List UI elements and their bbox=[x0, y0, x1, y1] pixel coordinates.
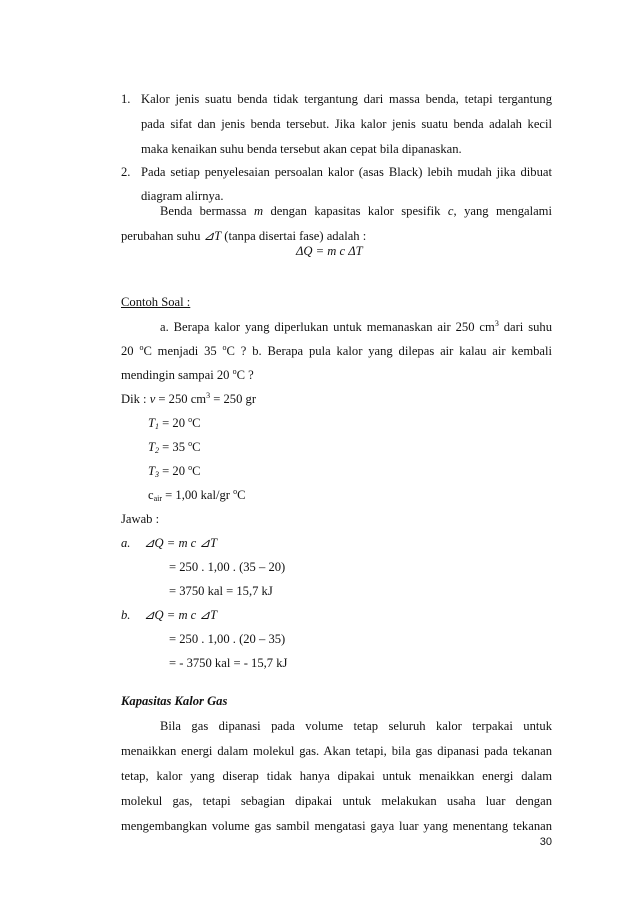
intro-line-2: perubahan suhu ⊿T (tanpa disertai fase) adalah : bbox=[121, 229, 367, 243]
section-heading: Kapasitas Kalor Gas bbox=[121, 694, 228, 708]
known-t1: $T_1 = 20$ $^o$C bbox=[148, 415, 201, 431]
gas-paragraph-line-4: molekul gas, tetapi sebagian dipakai untuk melakukan usaha luar dengan bbox=[121, 794, 552, 808]
example-heading: Contoh Soal : bbox=[121, 295, 191, 309]
list-item-2-line-1: Pada setiap penyelesaian persoalan kalor (asas Black) lebih mudah jika dibuat bbox=[141, 165, 552, 179]
list-item-1-line-3: maka kenaikan suhu benda tersebut akan cepat bila dipanaskan. bbox=[141, 142, 462, 156]
intro-line-1: Benda bermassa m dengan kapasitas kalor spesifik c, yang mengalami bbox=[160, 204, 552, 218]
example-question-line-1: a. Berapa kalor yang diperlukan untuk memanaskan air 250 $cm^3$ dari suhu bbox=[160, 319, 553, 334]
answer-b-step-2: = - 3750 kal = - 15,7 kJ bbox=[169, 656, 288, 670]
list-item-1-line-1: Kalor jenis suatu benda tidak tergantung dari massa benda, tetapi tergantung bbox=[141, 92, 552, 106]
gas-paragraph-line-1: Bila gas dipanasi pada volume tetap seluruh kalor terpakai untuk bbox=[160, 719, 552, 733]
gas-paragraph-line-3: tetap, kalor yang diserap tidak hanya dipakai untuk menaikkan energi dalam bbox=[121, 769, 552, 783]
answer-label: Jawab : bbox=[121, 512, 160, 526]
answer-a-label: a. bbox=[121, 536, 131, 550]
known-t2: $T_2 = 35$ $^o$C bbox=[148, 439, 201, 455]
known-volume: Dik : v = 250 $cm^3 = 250$ gr bbox=[121, 391, 257, 406]
known-t3: $T_3 = 20$ $^o$C bbox=[148, 463, 201, 479]
gas-paragraph-line-5: mengembangkan volume gas sambil mengatasi gaya luar yang menentang tekanan bbox=[121, 819, 552, 833]
page-number: 30 bbox=[539, 836, 552, 848]
list-item-2-line-2: diagram alirnya. bbox=[141, 189, 224, 203]
list-number-2: 2. bbox=[121, 165, 131, 179]
gas-paragraph-line-2: menaikkan energi dalam molekul gas. Akan tetapi, bila gas dipanasi pada tekanan bbox=[121, 744, 552, 758]
example-question-line-3: mendingin sampai 20 $^o$C ? bbox=[121, 367, 254, 382]
known-c-water: $c_{air} = 1,00$ kal/gr $^o$C bbox=[148, 487, 246, 503]
answer-b-label: b. bbox=[121, 608, 131, 622]
answer-a-equation: ⊿Q = m c ⊿T bbox=[144, 536, 217, 550]
answer-b-equation: ⊿Q = m c ⊿T bbox=[144, 608, 217, 622]
answer-a-step-2: = 3750 kal = 15,7 kJ bbox=[169, 584, 273, 598]
list-number-1: 1. bbox=[121, 92, 131, 106]
list-item-1-line-2: pada sifat dan jenis benda tersebut. Jika kalor jenis suatu benda adalah kecil bbox=[141, 117, 552, 131]
heat-formula: ΔQ = m c ΔT bbox=[296, 244, 363, 258]
answer-a-step-1: = 250 . 1,00 . (35 – 20) bbox=[169, 560, 286, 574]
example-question-line-2: 20 $^o$C menjadi 35 $^o$C ? b. Berapa pula kalor yang dilepas air kalau air kembali bbox=[121, 343, 552, 358]
answer-b-step-1: = 250 . 1,00 . (20 – 35) bbox=[169, 632, 286, 646]
